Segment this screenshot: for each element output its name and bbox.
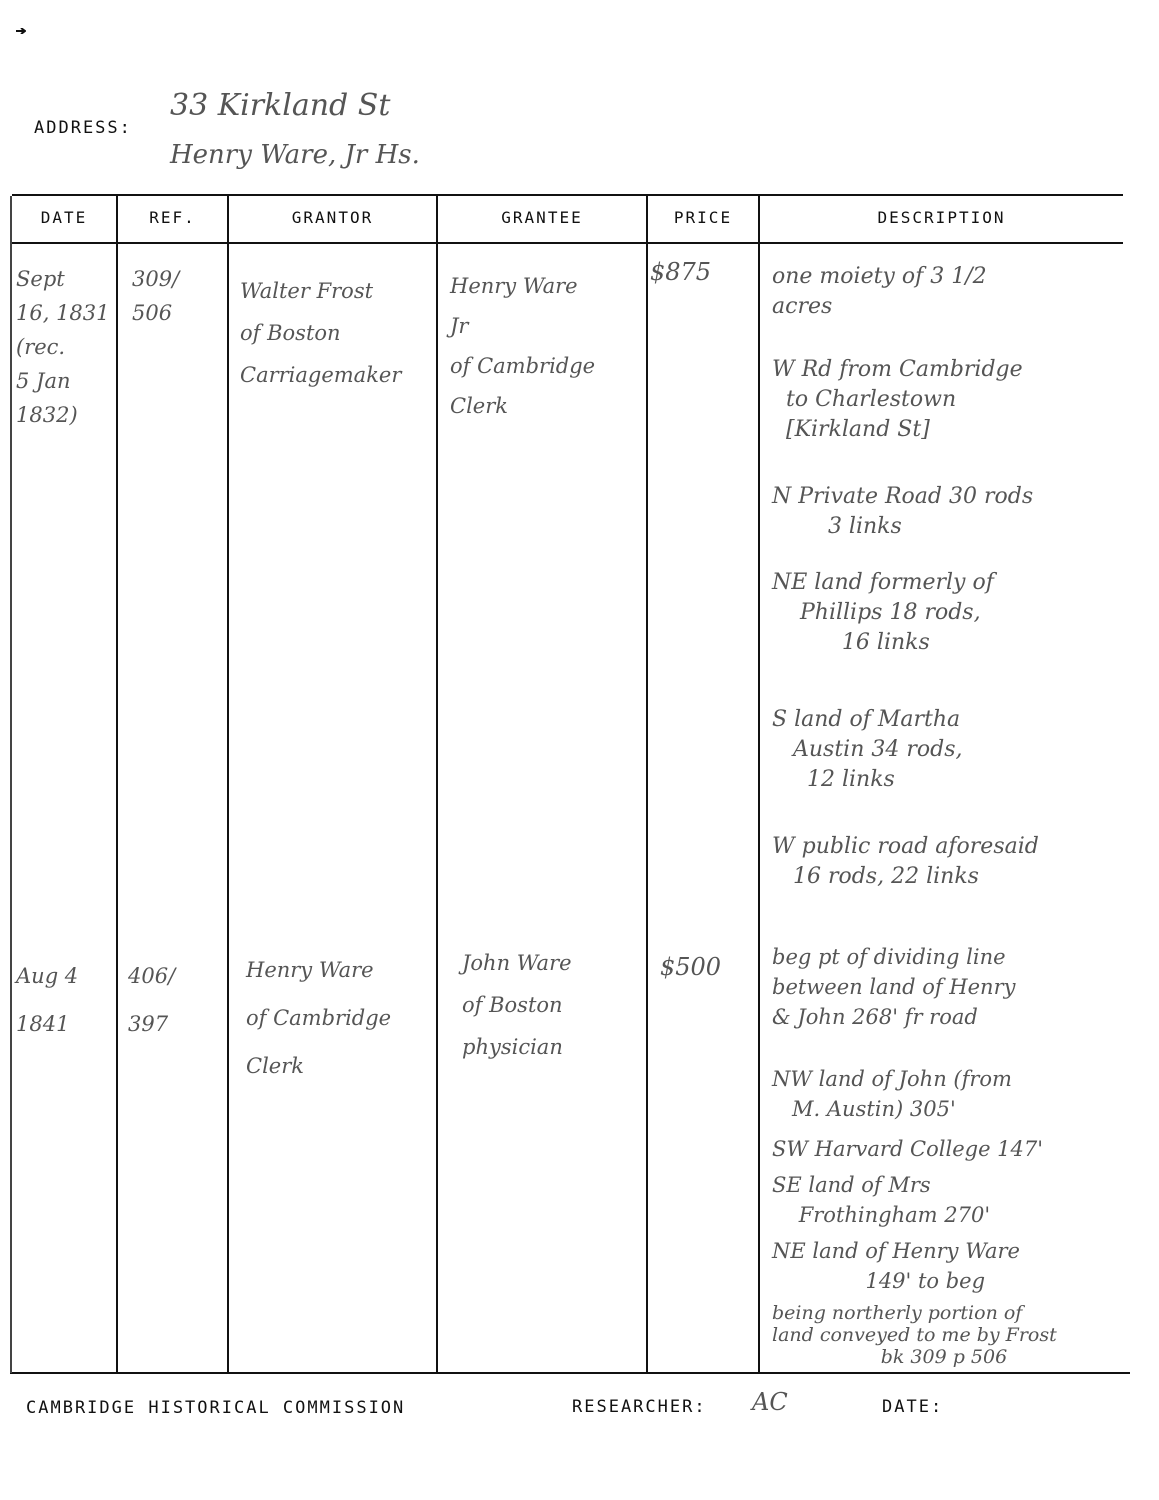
description-item: SE land of Mrs Frothingham 270' — [772, 1173, 991, 1227]
column-divider — [227, 196, 229, 1373]
description-item: one moiety of 3 1/2 acres — [772, 264, 987, 319]
column-divider — [116, 196, 118, 1373]
table-top-rule — [12, 194, 1123, 196]
description-item: W Rd from Cambridge to Charlestown [Kirkland St] — [772, 357, 1023, 442]
description-item: SW Harvard College 147' — [772, 1137, 1044, 1161]
footer-date-label: DATE: — [882, 1397, 944, 1417]
corner-mark — [16, 28, 26, 34]
column-divider — [758, 196, 760, 1373]
description-item: NW land of John (from M. Austin) 305' — [772, 1067, 1012, 1121]
header-grantor: GRANTOR — [291, 208, 374, 227]
description-item: S land of Martha Austin 34 rods, 12 links — [772, 707, 963, 792]
entry-ref: 406/ 397 — [128, 964, 176, 1036]
footer-commission: CAMBRIDGE HISTORICAL COMMISSION — [26, 1398, 406, 1418]
footer-researcher-label: RESEARCHER: — [572, 1397, 707, 1417]
entry-grantor: Henry Ware of Cambridge Clerk — [246, 958, 392, 1078]
entry-date: Aug 4 1841 — [16, 964, 79, 1036]
header-description: DESCRIPTION — [877, 208, 1006, 227]
entry-ref: 309/ 506 — [132, 267, 180, 325]
address-label: ADDRESS: — [34, 118, 132, 138]
entry-price: $500 — [660, 953, 722, 981]
description-item: NE land of Henry Ware 149' to beg — [772, 1239, 1020, 1293]
description-item: W public road aforesaid 16 rods, 22 links — [772, 834, 1039, 889]
entry-grantee: Henry Ware Jr of Cambridge Clerk — [450, 274, 596, 418]
table-bottom-rule — [10, 1372, 1130, 1374]
header-ref: REF. — [149, 208, 196, 227]
left-margin-line — [10, 196, 12, 1373]
footer-researcher-value: AC — [752, 1388, 788, 1416]
address-line-2: Henry Ware, Jr Hs. — [170, 140, 420, 170]
entry-grantee: John Ware of Boston physician — [462, 951, 572, 1059]
column-divider — [646, 196, 648, 1373]
header-date: DATE — [40, 208, 88, 227]
description-item: NE land formerly of Phillips 18 rods, 16 links — [772, 570, 994, 655]
description-item: N Private Road 30 rods 3 links — [772, 484, 1034, 539]
description-item: being northerly portion of land conveyed to me by Frost bk 309 p 506 — [772, 1302, 1057, 1368]
column-divider — [436, 196, 438, 1373]
header-bottom-rule — [12, 242, 1123, 244]
header-price: PRICE — [673, 208, 733, 227]
entry-date: Sept 16, 1831 (rec. 5 Jan 1832) — [16, 267, 110, 427]
description-item: beg pt of dividing line between land of Henry & John 268' fr road — [772, 945, 1016, 1029]
address-line-1: 33 Kirkland St — [170, 88, 391, 123]
entry-price: $875 — [650, 258, 712, 286]
header-grantee: GRANTEE — [501, 208, 583, 227]
entry-grantor: Walter Frost of Boston Carriagemaker — [240, 279, 402, 387]
